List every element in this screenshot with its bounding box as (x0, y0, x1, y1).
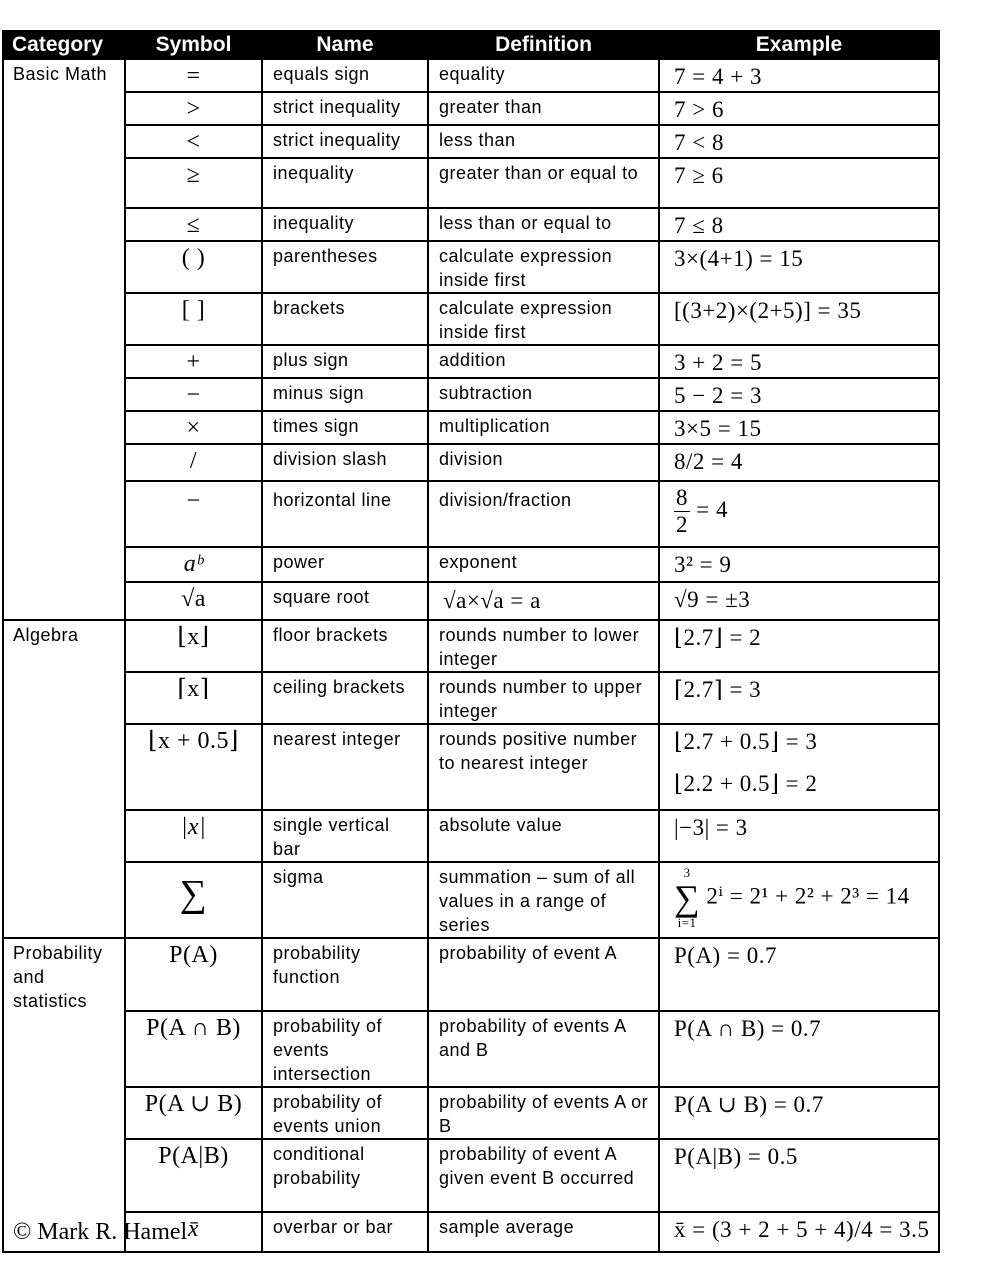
table-row (3, 444, 939, 481)
symbol-cell: |x| (125, 810, 262, 862)
name-cell: times sign (262, 411, 428, 444)
name-cell: sigma (262, 862, 428, 938)
definition-cell: multiplication (428, 411, 659, 444)
example-cell: 3² = 9 (659, 547, 939, 582)
table-row (3, 1011, 939, 1087)
symbol-cell: P(A|B) (125, 1139, 262, 1212)
example-cell (659, 862, 939, 938)
header-symbol: Symbol (125, 31, 262, 59)
table-row (3, 411, 939, 444)
definition-cell: rounds positive number to nearest integer (428, 724, 659, 810)
symbol-cell: ( ) (125, 241, 262, 293)
header-example: Example (659, 31, 939, 59)
fraction-numerator: 8 (676, 485, 688, 510)
definition-cell: rounds number to upper integer (428, 672, 659, 724)
symbol-cell: ⌈x⌉ (125, 672, 262, 724)
definition-cell: division/fraction (428, 481, 659, 547)
table-row (3, 293, 939, 345)
definition-cell: sample average (428, 1212, 659, 1252)
table-row (3, 158, 939, 208)
example-cell: 5 − 2 = 3 (659, 378, 939, 411)
example-line-1: ⌊2.7 + 0.5⌋ = 3 (674, 729, 818, 754)
name-cell: square root (262, 582, 428, 620)
table-row (3, 810, 939, 862)
sigma-expression: 2ⁱ = 2¹ + 2² + 2³ = 14 (706, 883, 910, 909)
example-cell: 7 < 8 (659, 125, 939, 158)
symbol-cell: x̄ (125, 1212, 262, 1252)
symbol-cell: / (125, 444, 262, 481)
symbol-cell: ≤ (125, 208, 262, 241)
table-row (3, 938, 939, 1011)
example-cell: 3×(4+1) = 15 (659, 241, 939, 293)
definition-cell: equality (428, 59, 659, 92)
example-line-2: ⌊2.2 + 0.5⌋ = 2 (674, 771, 818, 796)
symbol-cell: − (125, 481, 262, 547)
example-cell: 3×5 = 15 (659, 411, 939, 444)
definition-cell: probability of event A (428, 938, 659, 1011)
symbol-cell: aᵇ (125, 547, 262, 582)
sigma-upper-limit: 3 (683, 865, 691, 880)
definition-cell: division (428, 444, 659, 481)
category-cell: Basic Math (3, 59, 125, 620)
fraction (674, 485, 690, 538)
table-row (3, 1139, 939, 1212)
table-row (3, 672, 939, 724)
symbol-cell: × (125, 411, 262, 444)
definition-cell: absolute value (428, 810, 659, 862)
definition-cell: summation – sum of all values in a range of series (428, 862, 659, 938)
name-cell: equals sign (262, 59, 428, 92)
name-cell: probability of events intersection (262, 1011, 428, 1087)
symbol-cell: P(A) (125, 938, 262, 1011)
table-row (3, 345, 939, 378)
definition-cell: calculate expression inside first (428, 293, 659, 345)
name-cell: probability function (262, 938, 428, 1011)
example-cell: P(A) = 0.7 (659, 938, 939, 1011)
fraction-denominator: 2 (676, 512, 688, 537)
table-row (3, 92, 939, 125)
table-row (3, 862, 939, 938)
example-cell: 7 ≥ 6 (659, 158, 939, 208)
definition-cell: probability of events A and B (428, 1011, 659, 1087)
category-cell: Probability and statistics (3, 938, 125, 1252)
name-cell: floor brackets (262, 620, 428, 672)
definition-cell: less than (428, 125, 659, 158)
symbol-cell: − (125, 378, 262, 411)
header-row (3, 31, 939, 59)
name-cell: inequality (262, 208, 428, 241)
name-cell: conditional probability (262, 1139, 428, 1212)
name-cell: single vertical bar (262, 810, 428, 862)
symbol-cell: ∑ (125, 862, 262, 938)
definition-cell: probability of events A or B (428, 1087, 659, 1139)
fraction-result: = 4 (696, 496, 728, 522)
symbol-cell: [ ] (125, 293, 262, 345)
table-row (3, 59, 939, 92)
copyright-notice: © Mark R. Hamel (13, 1219, 188, 1245)
example-cell: |−3| = 3 (659, 810, 939, 862)
example-cell: P(A ∪ B) = 0.7 (659, 1087, 939, 1139)
category-cell: Algebra (3, 620, 125, 938)
definition-cell: √a×√a = a (428, 582, 659, 620)
definition-cell: greater than or equal to (428, 158, 659, 208)
example-cell: 7 = 4 + 3 (659, 59, 939, 92)
header-category: Category (3, 31, 125, 59)
name-cell: ceiling brackets (262, 672, 428, 724)
example-cell: P(A ∩ B) = 0.7 (659, 1011, 939, 1087)
name-cell: probability of events union (262, 1087, 428, 1139)
example-cell: ⌈2.7⌉ = 3 (659, 672, 939, 724)
header-name: Name (262, 31, 428, 59)
example-cell: [(3+2)×(2+5)] = 35 (659, 293, 939, 345)
symbol-cell: = (125, 59, 262, 92)
name-cell: parentheses (262, 241, 428, 293)
header-definition: Definition (428, 31, 659, 59)
definition-cell: exponent (428, 547, 659, 582)
example-cell: 7 > 6 (659, 92, 939, 125)
table-row (3, 547, 939, 582)
example-cell: 7 ≤ 8 (659, 208, 939, 241)
sigma-glyph: ∑ (674, 878, 701, 918)
name-cell: plus sign (262, 345, 428, 378)
example-cell: √9 = ±3 (659, 582, 939, 620)
symbol-cell: > (125, 92, 262, 125)
definition-cell: addition (428, 345, 659, 378)
name-cell: strict inequality (262, 125, 428, 158)
definition-cell: greater than (428, 92, 659, 125)
name-cell: horizontal line (262, 481, 428, 547)
table-row (3, 1087, 939, 1139)
name-cell: minus sign (262, 378, 428, 411)
definition-cell: subtraction (428, 378, 659, 411)
name-cell: brackets (262, 293, 428, 345)
example-cell: ⌊2.7⌋ = 2 (659, 620, 939, 672)
math-symbols-sheet (2, 30, 938, 1253)
name-cell: nearest integer (262, 724, 428, 810)
name-cell: division slash (262, 444, 428, 481)
symbol-cell: ⌊x⌋ (125, 620, 262, 672)
example-cell (659, 724, 939, 810)
example-cell: 8/2 = 4 (659, 444, 939, 481)
symbol-cell: P(A ∩ B) (125, 1011, 262, 1087)
table-row (3, 378, 939, 411)
definition-cell: calculate expression inside first (428, 241, 659, 293)
table-row (3, 241, 939, 293)
table-row (3, 582, 939, 620)
definition-cell: probability of event A given event B occurred (428, 1139, 659, 1212)
table-row (3, 208, 939, 241)
symbols-table (2, 30, 940, 1253)
table-row (3, 125, 939, 158)
name-cell: inequality (262, 158, 428, 208)
symbol-cell: ⌊x + 0.5⌋ (125, 724, 262, 810)
example-cell: x̄ = (3 + 2 + 5 + 4)/4 = 3.5 (659, 1212, 939, 1252)
example-cell: 3 + 2 = 5 (659, 345, 939, 378)
symbol-cell: + (125, 345, 262, 378)
sigma-icon (674, 866, 700, 930)
definition-cell: rounds number to lower integer (428, 620, 659, 672)
table-row (3, 724, 939, 810)
symbol-cell: ≥ (125, 158, 262, 208)
table-row (3, 620, 939, 672)
example-cell (659, 481, 939, 547)
symbol-cell: P(A ∪ B) (125, 1087, 262, 1139)
sigma-lower-limit: i=1 (677, 915, 697, 930)
symbol-cell: √a (125, 582, 262, 620)
table-row (3, 481, 939, 547)
name-cell: strict inequality (262, 92, 428, 125)
definition-cell: less than or equal to (428, 208, 659, 241)
name-cell: power (262, 547, 428, 582)
symbol-cell: < (125, 125, 262, 158)
example-cell: P(A|B) = 0.5 (659, 1139, 939, 1212)
name-cell: overbar or bar (262, 1212, 428, 1252)
